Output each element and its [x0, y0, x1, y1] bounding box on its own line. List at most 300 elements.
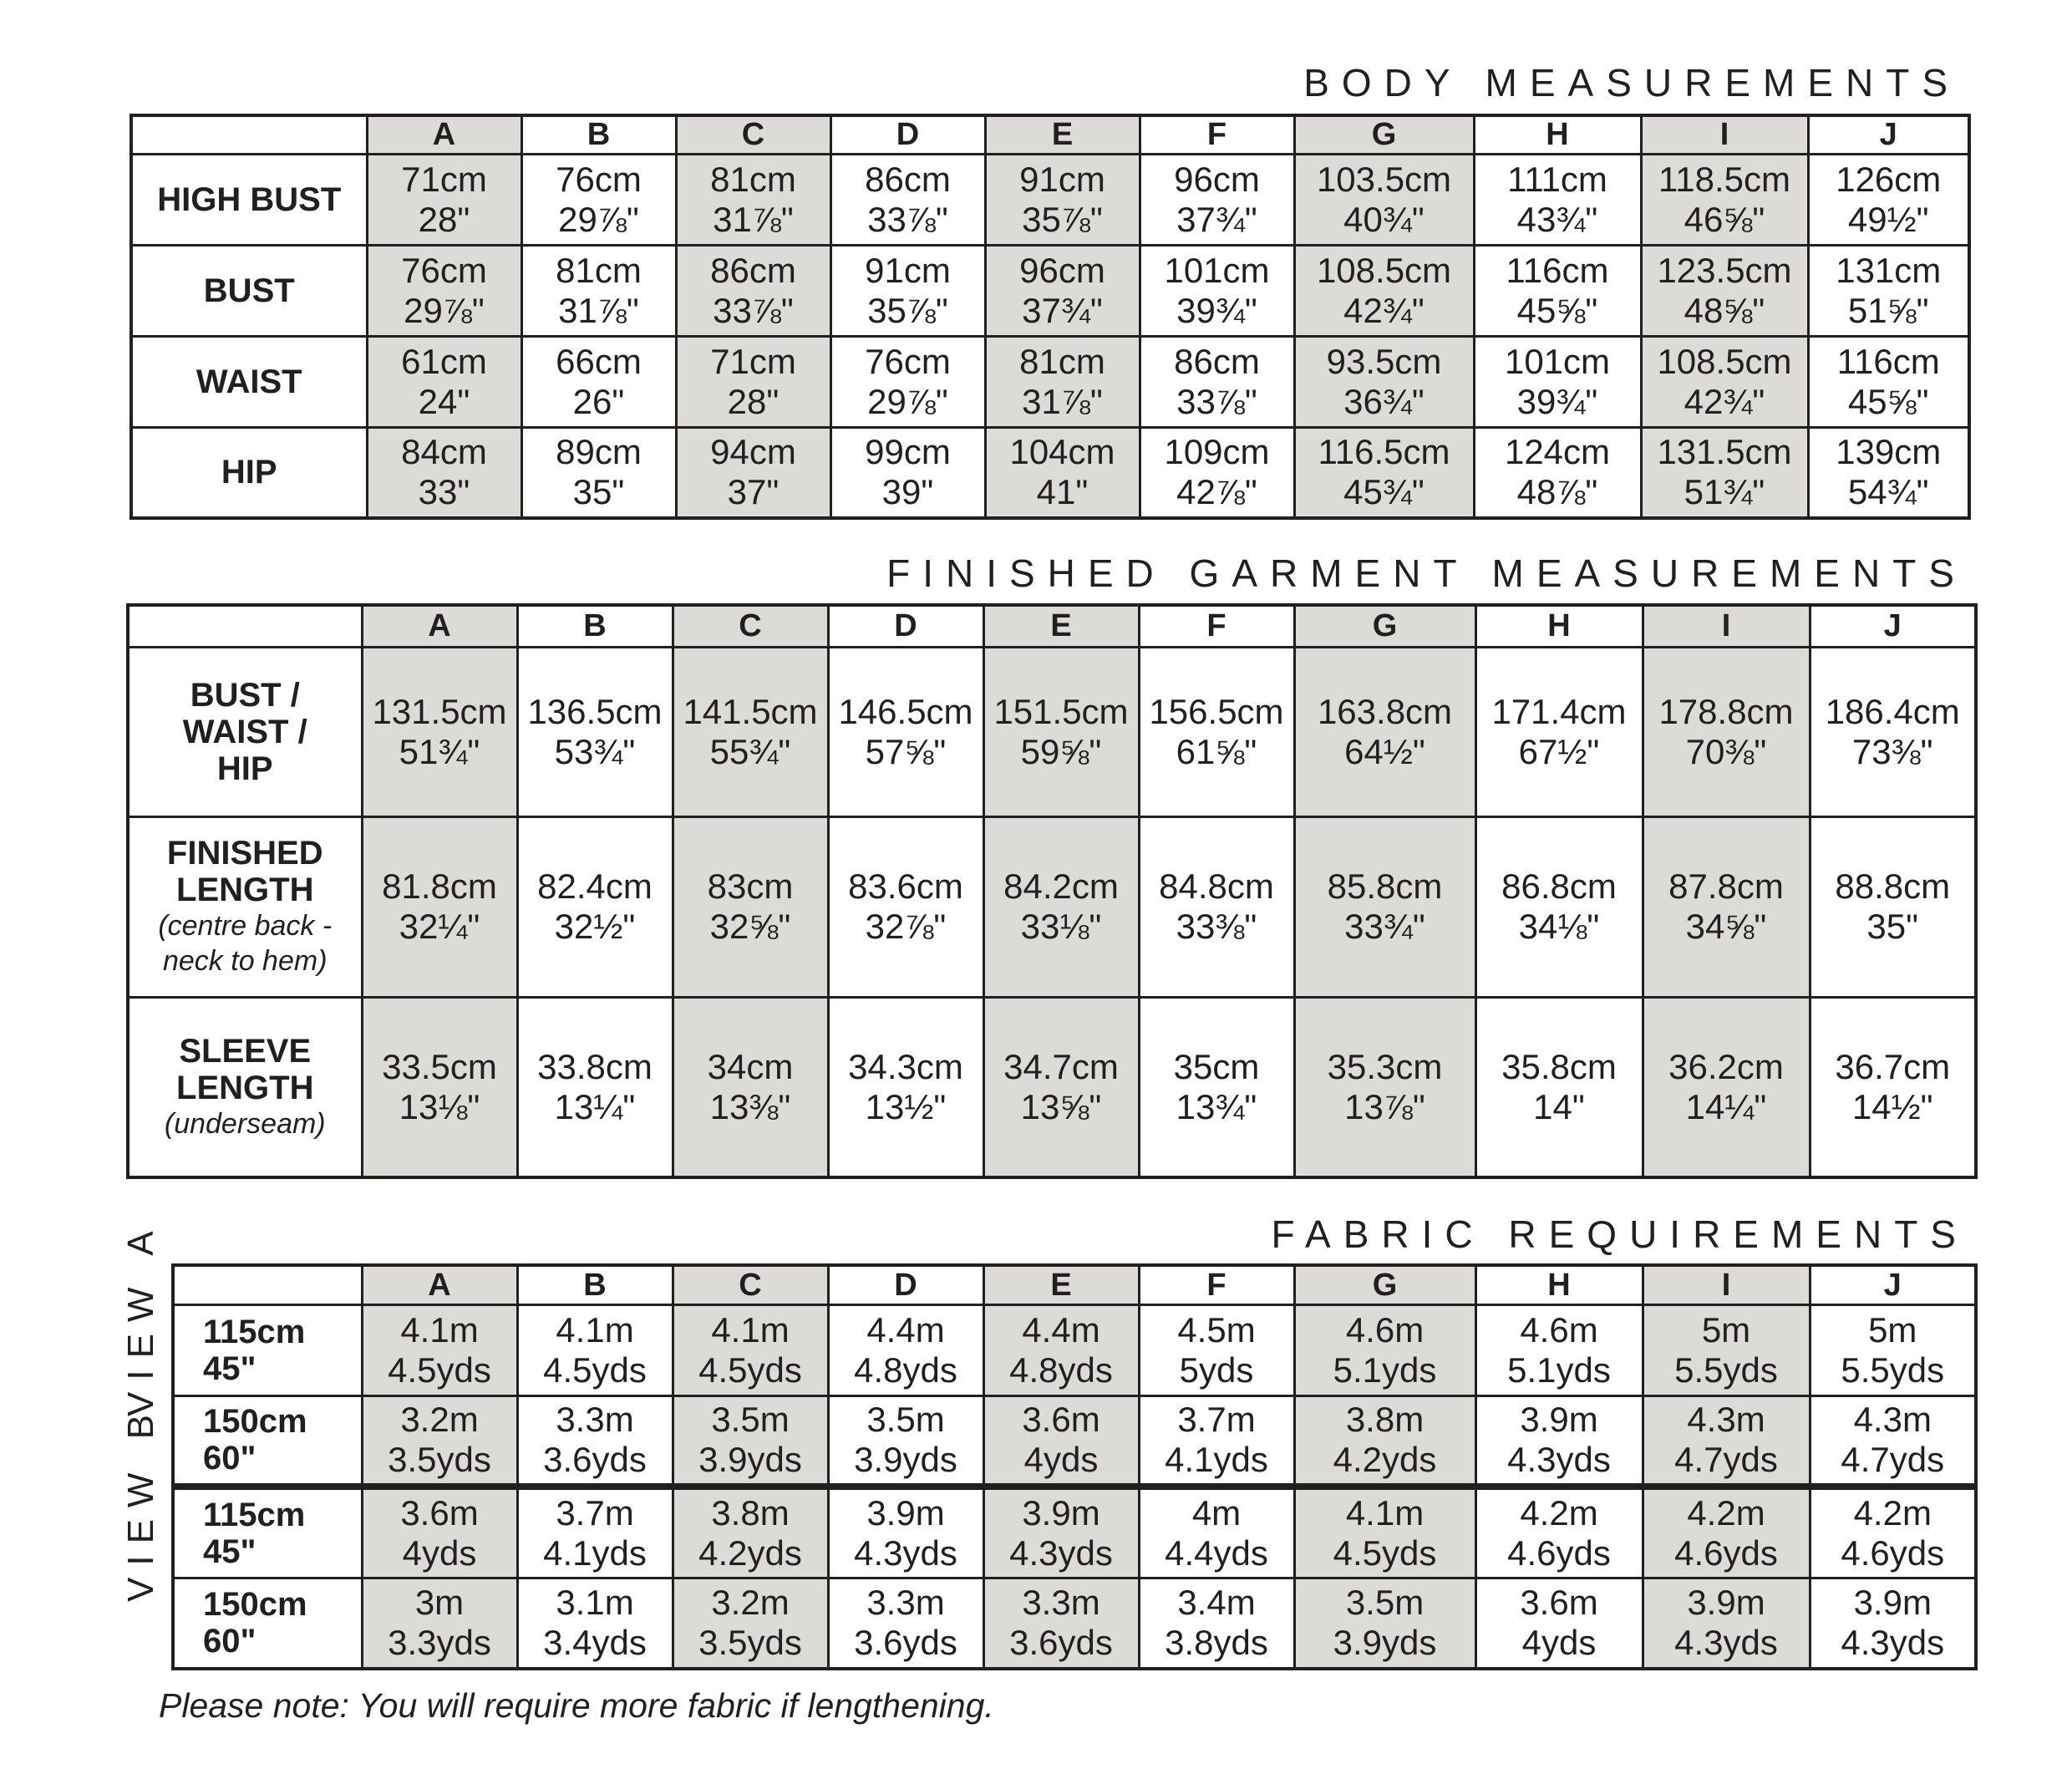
value-primary: 82.4cm	[537, 867, 653, 906]
value-imperial: 4.6yds	[1674, 1533, 1778, 1573]
value-imperial: 41"	[1036, 472, 1089, 512]
value-cell	[673, 647, 828, 816]
value-primary: 91cm	[865, 250, 951, 290]
value-cell	[1808, 336, 1969, 427]
value-cell	[1641, 154, 1808, 245]
value-primary: 4m	[1191, 1492, 1242, 1533]
value-cell	[1140, 245, 1294, 336]
value-imperial: 4.1yds	[543, 1533, 647, 1573]
value-cell	[1808, 427, 1969, 518]
value-cell	[362, 1395, 517, 1487]
value-cell	[1140, 154, 1294, 245]
size-header: F	[1139, 1265, 1294, 1304]
value-primary: 34.7cm	[1003, 1046, 1119, 1086]
value-imperial: 13⅛"	[399, 1086, 480, 1126]
value-primary: 71cm	[401, 159, 487, 199]
row-label-line: 150cm	[203, 1403, 307, 1441]
row-label-line: 115cm	[203, 1313, 306, 1350]
value-cell	[830, 427, 985, 518]
value-cell	[362, 1487, 517, 1578]
value-imperial: 34⅛"	[1518, 907, 1600, 946]
value-imperial: 4.3yds	[1841, 1623, 1945, 1663]
value-imperial: 45⅝"	[1516, 290, 1598, 330]
value-cell	[1808, 154, 1969, 245]
value-imperial: 13⅜"	[709, 1086, 791, 1126]
value-cell	[983, 1395, 1139, 1487]
value-primary: 71cm	[710, 341, 796, 381]
value-primary: 4.2m	[1853, 1492, 1932, 1533]
value-primary: 141.5cm	[683, 691, 818, 731]
header-row	[128, 605, 1976, 647]
value-imperial: 29⅞"	[867, 381, 948, 421]
size-header: B	[517, 605, 673, 647]
value-primary: 146.5cm	[838, 691, 973, 731]
value-primary: 118.5cm	[1658, 159, 1790, 199]
value-imperial: 3.5yds	[698, 1623, 802, 1663]
size-header: D	[828, 605, 983, 647]
value-primary: 178.8cm	[1658, 691, 1794, 731]
row-label-line: FINISHED	[166, 835, 323, 872]
value-cell	[1810, 1304, 1976, 1395]
value-primary: 4.6m	[1345, 1309, 1424, 1350]
value-primary: 186.4cm	[1825, 691, 1960, 731]
size-header: F	[1139, 605, 1294, 647]
value-imperial: 33⅞"	[713, 290, 794, 330]
value-cell	[362, 816, 517, 997]
row-label: HIP	[131, 427, 367, 518]
value-cell	[1474, 245, 1641, 336]
row-label-line: 45"	[203, 1350, 256, 1387]
value-primary: 131.5cm	[1657, 432, 1792, 472]
size-header: I	[1643, 605, 1810, 647]
value-primary: 4.6m	[1520, 1309, 1598, 1350]
value-imperial: 4.7yds	[1674, 1440, 1778, 1480]
value-cell	[521, 245, 676, 336]
value-primary: 3.5m	[711, 1400, 790, 1440]
value-cell	[673, 1395, 828, 1487]
value-cell	[521, 154, 676, 245]
value-imperial: 3.9yds	[698, 1440, 802, 1480]
value-cell	[1474, 336, 1641, 427]
value-primary: 83.6cm	[848, 867, 963, 906]
value-imperial: 4.1yds	[1165, 1440, 1268, 1480]
table-row	[128, 816, 1976, 997]
value-cell	[985, 154, 1140, 245]
value-primary: 3.3m	[556, 1400, 634, 1440]
value-cell	[1294, 647, 1475, 816]
row-label-line: LENGTH	[176, 872, 314, 908]
fabric-requirements-table	[171, 1263, 1978, 1670]
row-label-line: BUST /	[190, 676, 300, 714]
value-cell	[367, 154, 521, 245]
value-cell	[1643, 816, 1810, 997]
value-primary: 3.9m	[866, 1492, 945, 1533]
value-imperial: 4yds	[1023, 1440, 1099, 1480]
table-row	[173, 1304, 1976, 1395]
value-cell	[1294, 1487, 1475, 1578]
value-cell	[521, 336, 676, 427]
value-primary: 3.7m	[556, 1492, 634, 1533]
value-imperial: 3.6yds	[543, 1440, 647, 1480]
value-cell	[1294, 427, 1474, 518]
value-primary: 81.8cm	[382, 867, 497, 906]
value-primary: 3.6m	[1022, 1400, 1100, 1440]
value-primary: 3.9m	[1853, 1583, 1932, 1623]
value-primary: 5m	[1701, 1309, 1751, 1350]
table-row	[131, 154, 1969, 245]
size-header: D	[830, 115, 985, 154]
value-cell	[1294, 1395, 1475, 1487]
value-imperial: 29⅞"	[404, 290, 485, 330]
value-primary: 101cm	[1164, 250, 1270, 290]
value-imperial: 24"	[418, 381, 470, 421]
value-primary: 86cm	[1174, 341, 1260, 381]
value-imperial: 45⅝"	[1847, 381, 1929, 421]
value-imperial: 67½"	[1518, 731, 1600, 771]
value-primary: 3.8m	[1345, 1400, 1424, 1440]
value-primary: 96cm	[1019, 250, 1105, 290]
value-cell	[1810, 1487, 1976, 1578]
value-primary: 34.3cm	[848, 1046, 963, 1086]
value-imperial: 3.8yds	[1165, 1623, 1268, 1663]
value-cell	[362, 647, 517, 816]
fabric-note: Please note: You will require more fabric if lengthening.	[159, 1686, 994, 1725]
value-imperial: 33"	[418, 472, 470, 512]
value-imperial: 42¾"	[1684, 381, 1765, 421]
value-cell	[362, 997, 517, 1177]
value-primary: 3.3m	[866, 1583, 945, 1623]
value-imperial: 35⅞"	[1022, 199, 1103, 239]
value-primary: 139cm	[1836, 432, 1942, 472]
value-cell	[517, 1578, 673, 1669]
value-cell	[1475, 1578, 1643, 1669]
size-header: G	[1294, 115, 1474, 154]
value-primary: 3.9m	[1022, 1492, 1100, 1533]
value-primary: 156.5cm	[1149, 691, 1284, 731]
size-header: I	[1643, 1265, 1810, 1304]
value-cell	[1475, 816, 1643, 997]
row-label: HIGH BUST	[131, 154, 367, 245]
size-header: E	[983, 1265, 1139, 1304]
value-imperial: 31⅞"	[558, 290, 639, 330]
value-imperial: 35"	[1866, 907, 1919, 946]
value-cell	[1139, 1487, 1294, 1578]
value-imperial: 4.3yds	[1674, 1623, 1778, 1663]
value-primary: 131cm	[1836, 250, 1942, 290]
value-imperial: 4yds	[1521, 1623, 1597, 1663]
value-primary: 3.7m	[1177, 1400, 1256, 1440]
value-primary: 76cm	[401, 250, 487, 290]
value-cell	[828, 1578, 983, 1669]
value-primary: 33.5cm	[382, 1046, 497, 1086]
value-imperial: 4.3yds	[1507, 1440, 1611, 1480]
value-imperial: 4.5yds	[543, 1350, 647, 1390]
value-primary: 103.5cm	[1316, 159, 1452, 199]
value-cell	[985, 245, 1140, 336]
value-cell	[983, 1487, 1139, 1578]
row-label	[173, 1304, 362, 1395]
size-header: J	[1808, 115, 1969, 154]
corner-cell	[128, 605, 362, 647]
value-cell	[1294, 1304, 1475, 1395]
value-cell	[830, 336, 985, 427]
value-primary: 4.1m	[556, 1309, 634, 1350]
value-imperial: 29⅞"	[558, 199, 639, 239]
value-imperial: 48⅞"	[1516, 472, 1598, 512]
row-label	[173, 1487, 362, 1578]
value-cell	[1475, 1395, 1643, 1487]
value-imperial: 53¾"	[554, 731, 636, 771]
value-cell	[828, 1304, 983, 1395]
row-label: BUST	[131, 245, 367, 336]
value-primary: 4.1m	[400, 1309, 479, 1350]
value-imperial: 4.5yds	[388, 1350, 491, 1390]
value-imperial: 42¾"	[1343, 290, 1424, 330]
size-header: E	[985, 115, 1140, 154]
value-primary: 36.2cm	[1668, 1046, 1784, 1086]
row-label	[128, 816, 362, 997]
value-imperial: 28"	[727, 381, 780, 421]
value-imperial: 3.5yds	[388, 1440, 491, 1480]
value-cell	[676, 336, 830, 427]
value-primary: 96cm	[1174, 159, 1260, 199]
value-imperial: 64½"	[1344, 731, 1425, 771]
value-cell	[983, 997, 1139, 1177]
value-imperial: 13¼"	[554, 1086, 636, 1126]
size-header: H	[1475, 1265, 1643, 1304]
value-imperial: 32⅞"	[865, 907, 947, 946]
value-imperial: 3.4yds	[543, 1623, 647, 1663]
value-primary: 116.5cm	[1318, 432, 1450, 472]
value-cell	[362, 1304, 517, 1395]
value-cell	[828, 816, 983, 997]
value-cell	[673, 997, 828, 1177]
value-primary: 83cm	[707, 867, 794, 906]
value-cell	[676, 427, 830, 518]
value-cell	[1643, 1578, 1810, 1669]
value-imperial: 55¾"	[709, 731, 791, 771]
value-imperial: 28"	[418, 199, 470, 239]
value-cell	[983, 647, 1139, 816]
value-cell	[1641, 245, 1808, 336]
value-primary: 81cm	[1019, 341, 1105, 381]
value-cell	[1810, 647, 1976, 816]
value-imperial: 26"	[572, 381, 625, 421]
value-imperial: 4.7yds	[1841, 1440, 1945, 1480]
value-primary: 36.7cm	[1835, 1046, 1951, 1086]
value-primary: 4.5m	[1177, 1309, 1256, 1350]
row-label-line: 45"	[203, 1533, 256, 1570]
value-primary: 108.5cm	[1657, 341, 1792, 381]
size-header: A	[367, 115, 521, 154]
value-imperial: 4.3yds	[1009, 1533, 1113, 1573]
value-imperial: 61⅝"	[1176, 731, 1257, 771]
row-label-line: SLEEVE	[179, 1032, 312, 1070]
row-label	[128, 647, 362, 816]
value-imperial: 4.4yds	[1165, 1533, 1268, 1573]
size-header: C	[673, 1265, 828, 1304]
value-imperial: 43¾"	[1516, 199, 1598, 239]
value-imperial: 34⅝"	[1685, 907, 1767, 946]
value-imperial: 13⅝"	[1020, 1086, 1102, 1126]
value-primary: 86.8cm	[1501, 867, 1617, 906]
size-header: F	[1140, 115, 1294, 154]
value-cell	[1810, 816, 1976, 997]
body-measurements-title: BODY MEASUREMENTS	[1303, 61, 1960, 104]
value-cell	[673, 1487, 828, 1578]
row-label-line: 60"	[203, 1623, 256, 1660]
value-cell	[1810, 1395, 1976, 1487]
value-imperial: 39"	[881, 472, 934, 512]
value-cell	[1139, 816, 1294, 997]
value-imperial: 13¾"	[1176, 1086, 1257, 1126]
value-cell	[1294, 997, 1475, 1177]
value-cell	[676, 245, 830, 336]
value-primary: 111cm	[1507, 159, 1607, 199]
size-header: G	[1294, 1265, 1475, 1304]
value-cell	[362, 1578, 517, 1669]
size-header: H	[1475, 605, 1643, 647]
size-header: D	[828, 1265, 983, 1304]
table-row	[173, 1395, 1976, 1487]
value-imperial: 5yds	[1179, 1350, 1254, 1390]
row-label-line: 60"	[203, 1440, 256, 1477]
value-imperial: 51⅝"	[1847, 290, 1929, 330]
value-imperial: 5.1yds	[1507, 1350, 1611, 1390]
value-cell	[517, 997, 673, 1177]
size-header: E	[983, 605, 1139, 647]
value-primary: 76cm	[865, 341, 951, 381]
value-cell	[673, 816, 828, 997]
value-cell	[673, 1304, 828, 1395]
row-label-note: (centre back -	[158, 910, 333, 942]
view-a-label: VIEW A	[120, 1219, 161, 1416]
value-cell	[828, 647, 983, 816]
size-header: B	[517, 1265, 673, 1304]
value-cell	[1140, 427, 1294, 518]
value-cell	[676, 154, 830, 245]
value-cell	[985, 427, 1140, 518]
value-imperial: 42⅞"	[1176, 472, 1257, 512]
value-cell	[367, 245, 521, 336]
row-label-line: 150cm	[203, 1586, 307, 1624]
value-primary: 3.6m	[1520, 1583, 1598, 1623]
value-imperial: 3.6yds	[854, 1623, 957, 1663]
value-primary: 109cm	[1164, 432, 1270, 472]
value-imperial: 5.1yds	[1333, 1350, 1437, 1390]
value-cell	[1643, 647, 1810, 816]
value-primary: 151.5cm	[993, 691, 1129, 731]
value-imperial: 33⅞"	[1176, 381, 1257, 421]
value-imperial: 54¾"	[1847, 472, 1929, 512]
value-primary: 76cm	[556, 159, 642, 199]
value-primary: 101cm	[1504, 341, 1611, 381]
value-cell	[1643, 1304, 1810, 1395]
value-primary: 86cm	[865, 159, 951, 199]
value-primary: 89cm	[556, 432, 642, 472]
value-cell	[1810, 997, 1976, 1177]
value-imperial: 14½"	[1851, 1086, 1933, 1126]
value-imperial: 5.5yds	[1841, 1350, 1945, 1390]
value-primary: 4.2m	[1520, 1492, 1598, 1533]
value-primary: 35.8cm	[1501, 1046, 1617, 1086]
value-cell	[828, 1487, 983, 1578]
value-primary: 87.8cm	[1668, 867, 1784, 906]
size-header: H	[1474, 115, 1641, 154]
value-cell	[521, 427, 676, 518]
value-primary: 86cm	[710, 250, 796, 290]
table-row	[131, 336, 1969, 427]
table-row	[128, 647, 1976, 816]
value-primary: 85.8cm	[1327, 867, 1443, 906]
value-imperial: 13⅞"	[1344, 1086, 1425, 1126]
value-imperial: 33⅞"	[867, 199, 948, 239]
value-primary: 3.5m	[866, 1400, 945, 1440]
value-primary: 91cm	[1019, 159, 1105, 199]
value-cell	[1140, 336, 1294, 427]
row-label-line: LENGTH	[176, 1069, 314, 1106]
value-primary: 3.1m	[556, 1583, 634, 1623]
value-imperial: 14¼"	[1685, 1086, 1767, 1126]
value-imperial: 32¼"	[399, 907, 480, 946]
value-imperial: 37"	[727, 472, 780, 512]
row-label	[128, 997, 362, 1177]
value-imperial: 31⅞"	[1022, 381, 1103, 421]
value-cell	[517, 1395, 673, 1487]
table-row	[173, 1578, 1976, 1669]
value-imperial: 4.5yds	[698, 1350, 802, 1390]
value-cell	[983, 816, 1139, 997]
value-cell	[1475, 997, 1643, 1177]
value-primary: 3m	[414, 1583, 465, 1623]
value-primary: 88.8cm	[1835, 867, 1951, 906]
value-cell	[1643, 1487, 1810, 1578]
size-header: J	[1810, 1265, 1976, 1304]
value-primary: 163.8cm	[1317, 691, 1453, 731]
value-primary: 3.6m	[400, 1492, 479, 1533]
value-primary: 81cm	[710, 159, 796, 199]
value-cell	[1475, 1487, 1643, 1578]
value-primary: 81cm	[556, 250, 642, 290]
value-primary: 3.3m	[1022, 1583, 1100, 1623]
size-header: I	[1641, 115, 1808, 154]
size-header: J	[1810, 605, 1976, 647]
value-primary: 3.4m	[1177, 1583, 1256, 1623]
value-imperial: 4.2yds	[1333, 1440, 1437, 1480]
value-primary: 108.5cm	[1316, 250, 1452, 290]
value-primary: 4.4m	[1022, 1309, 1100, 1350]
value-imperial: 3.3yds	[388, 1623, 491, 1663]
value-imperial: 40¾"	[1343, 199, 1424, 239]
value-cell	[1475, 647, 1643, 816]
header-row	[173, 1265, 1976, 1304]
value-imperial: 14"	[1533, 1086, 1585, 1126]
row-label-line: HIP	[216, 750, 273, 787]
value-primary: 35.3cm	[1327, 1046, 1443, 1086]
value-primary: 66cm	[556, 341, 642, 381]
value-primary: 3.5m	[1345, 1583, 1424, 1623]
fabric-requirements-title: FABRIC REQUIREMENTS	[1271, 1212, 1968, 1256]
size-header: C	[673, 605, 828, 647]
value-cell	[983, 1304, 1139, 1395]
row-label-note: neck to hem)	[162, 945, 328, 977]
value-primary: 34cm	[707, 1046, 794, 1086]
corner-cell	[173, 1265, 362, 1304]
value-primary: 171.4cm	[1491, 691, 1627, 731]
value-cell	[1641, 427, 1808, 518]
finished-garment-table	[126, 603, 1978, 1179]
value-cell	[1641, 336, 1808, 427]
